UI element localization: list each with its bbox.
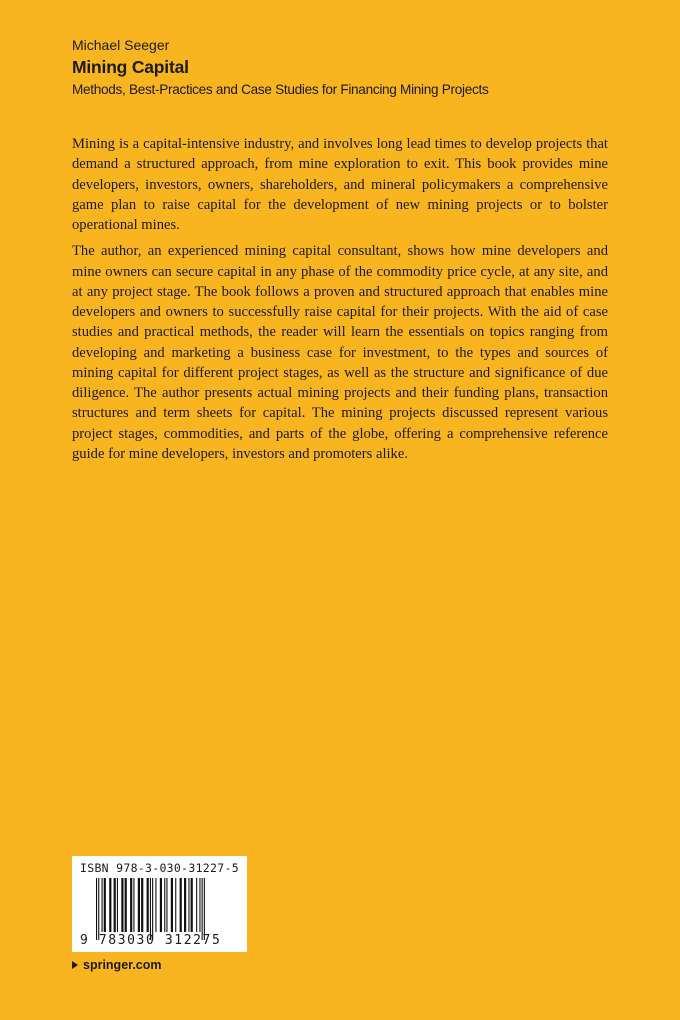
book-description [72,134,608,464]
isbn-label: ISBN 978-3-030-31227-5 [80,861,239,875]
barcode-bar [160,878,162,932]
barcode-bar [138,878,140,932]
barcode-bar [121,878,123,932]
barcode-bar [114,878,116,932]
barcode-bar [133,878,134,932]
publisher-url: springer.com [83,958,162,972]
barcode-bar [175,878,176,932]
barcode-bar [130,878,132,932]
barcode-bar [117,878,118,932]
barcode-bar [184,878,186,932]
barcode-bar [171,878,173,932]
barcode-bar [104,878,106,932]
isbn-barcode [72,856,247,952]
author-name: Michael Seeger [72,37,170,53]
barcode-bar [155,878,156,932]
description-paragraph-2: The author, an experienced mining capital consultant, shows how mine developers and mine owners can secure capital in any phase of the commodity price cycle, at any site, and at any project stage. The book follows a proven and structured approach that enables mine developers and owners to successfully raise capital for their projects. With the aid of case studies and practical methods, the reader will learn the essentials on topics ranging from developing and marketing a business case for investment, to the types and sources of mining capital for different project stages, as well as the structure and significance of due diligence. The author presents actual mining projects and their funding plans, transaction structures and term sheets for capital. The mining projects discussed represent various project stages, commodities, and parts of the globe, offering a comprehensive reference guide for mine developers, investors and promoters alike. [72,243,608,462]
barcode-bar [188,878,189,932]
book-subtitle: Methods, Best-Practices and Case Studies for Financing Mining Projects [72,82,489,97]
ean-digits: 9 783030 312275 [80,933,222,948]
barcode-bar [164,878,165,932]
barcode-bar [199,878,200,932]
barcode-bar [147,878,149,932]
barcode-bar [102,878,103,932]
barcode-bar [98,878,99,940]
barcode-bar [204,878,205,940]
barcode-bar [141,878,143,932]
book-header [72,36,632,99]
barcode-bar [191,878,193,932]
barcode-bar [125,878,127,932]
description-paragraph-1: Mining is a capital-intensive industry, and involves long lead times to develop projects that demand a structured approach, from mine exploration to exit. This book provides mine developers, investors, owners, shareholders, and mineral policymakers a comprehensive game plan to raise capital for the development of new mining projects or to bolster operational mines. [72,136,608,233]
barcode-bar [96,878,97,940]
arrow-right-icon [72,961,78,969]
barcode-bar [166,878,167,932]
barcode-bars [96,878,226,940]
barcode-bar [196,878,197,932]
barcode-bar [150,878,151,940]
publisher-link[interactable] [72,958,162,972]
book-title: Mining Capital [72,57,189,77]
barcode-bar [152,878,153,940]
barcode-bar [202,878,203,940]
barcode-bar [180,878,182,932]
barcode-bar [109,878,111,932]
